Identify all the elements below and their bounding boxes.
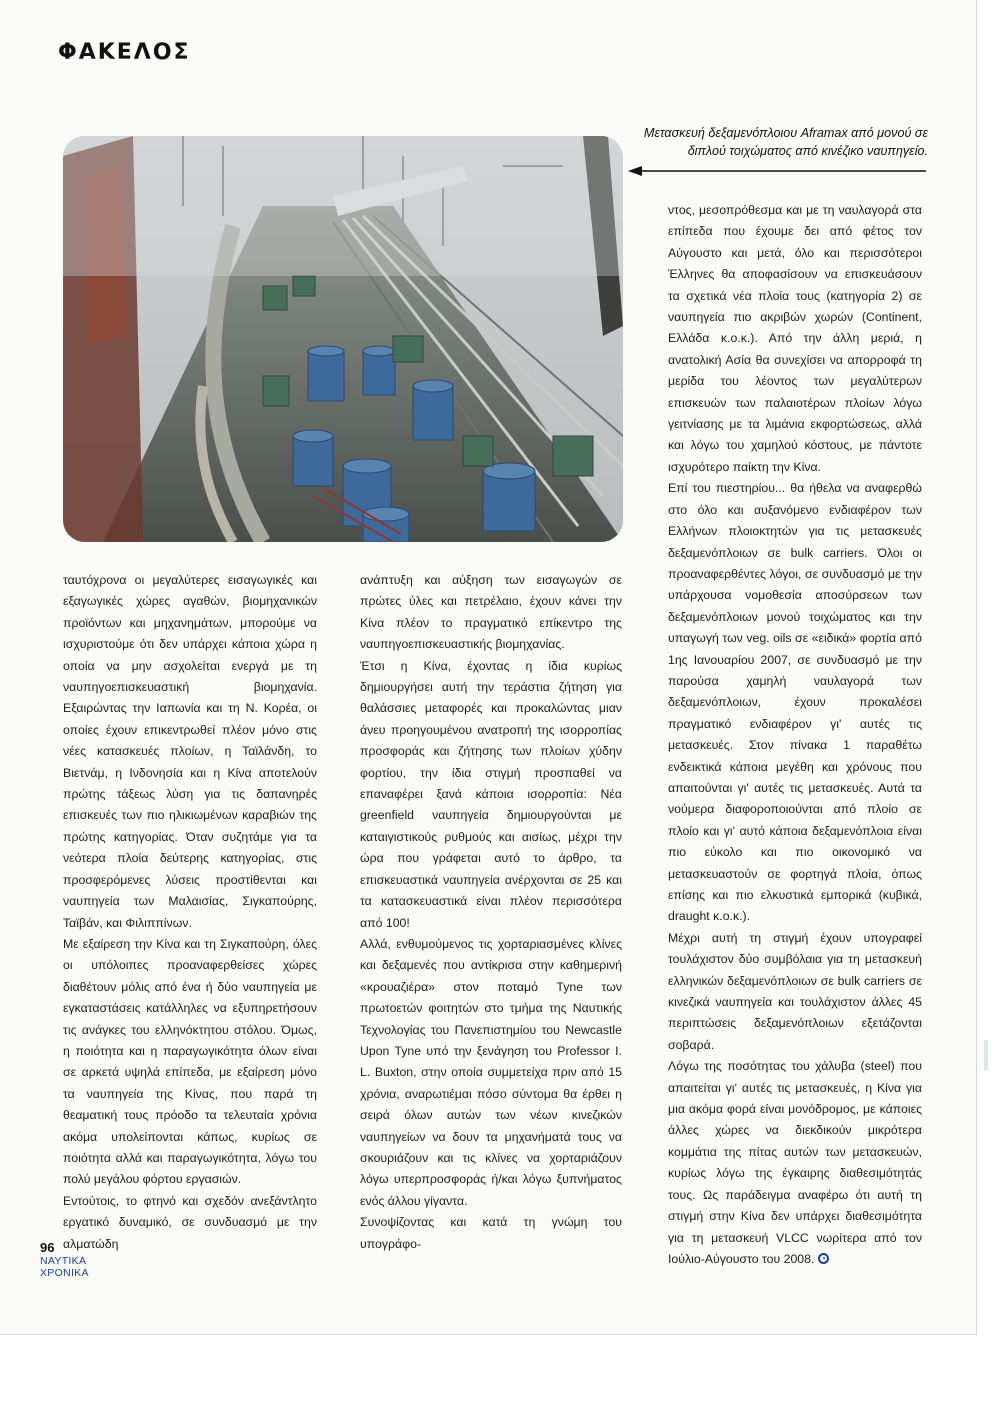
- text-column-2: [360, 570, 622, 1255]
- paragraph: ταυτόχρονα οι μεγαλύτερες εισαγωγικές και εξαγωγικές χώρες αγαθών, βιομηχανικών προϊόντων και μηχανημάτων, μπορούμε να ισχυριστούμε ότι δεν υπάρχει κάποια χώρα η οποία να μην ασχολείται ενεργά με τη ναυπηγοεπισκευαστική βιομηχανία. Εξαιρώντας την Ιαπωνία και τη Ν. Κορέα, οι οποίες έχουν επικεντρωθεί πλέον μόνο στις νέες κατασκευές πλοίων, η Ταϊλάνδη, το Βιετνάμ, η Ινδονησία και η Κίνα αποτελούν πρώτης τάξεως λύση για τις δαπανηρές επισκευές των πιο ηλικιωμένων καραβιών της πρώτης κατηγορίας. Όταν συζητάμε για τα νεότερα πλοία δεύτερης κατηγορίας, στις προσφερόμενες λύσεις προστίθενται και ναυπηγεία των Μαλαισίας, Σιγκαπούρης, Ταϊβάν, και Φιλιππίνων.: [63, 573, 317, 930]
- magazine-name-line-1: ΝΑΥΤΙΚΑ: [40, 1255, 87, 1267]
- paragraph: Αλλά, ενθυμούμενος τις χορταριασμένες κλίνες και δεξαμενές που αντίκρισα στην καθημερινή «κρουαζιέρα» στον ποταμό Tyne των πρωτοετών φοιτητών στο τμήμα της Ναυτικής Τεχνολογίας του Πανεπιστημίου του Newcastle Upon Tyne υπό την ξενάγηση του Professor I. L. Buxton, στην οποία συμμετείχα πριν από 15 χρόνια, αναρωτιέμαι πόσο σύντομα θα έρθει η σειρά όλων αυτών των νέων κινεζικών ναυπηγείων να δουν τα μηχανήματά τους να σκουριάζουν και τις κλίνες να χορταριάζουν λόγω υπερπροσφοράς ή/και λόγω ξυπνήματος ενός άλλου γίγαντα.: [360, 936, 622, 1208]
- text-column-1: [63, 570, 317, 1255]
- paragraph: ανάπτυξη και αύξηση των εισαγωγών σε πρώτες ύλες και πετρέλαιο, έχουν κάνει την Κίνα πλέον το πραγματικό επίκεντρο της ναυπηγοεπισκευαστικής βιομηχανίας.: [360, 573, 622, 652]
- section-title: ΦΑΚΕΛΟΣ: [58, 40, 191, 65]
- paragraph: [668, 1056, 922, 1270]
- page-number: 96: [40, 1240, 55, 1255]
- magazine-name-line-2: ΧΡΟΝΙΚΑ: [40, 1267, 89, 1279]
- paragraph: Έτσι η Κίνα, έχοντας η ίδια κυρίως δημιουργήσει αυτή την τεράστια ζήτηση για θαλάσσιες μεταφορές και προκαλώντας μιαν άνευ προηγουμένου ανατροπή της ισορροπίας προσφοράς και ζήτησης των πλοίων χύδην φορτίου, την ίδια στιγμή προσπαθεί να επαναφέρει ξανά κάποια ισορροπία: Νέα greenfield ναυπηγεία δημιουργούνται με καταιγιστικούς ρυθμούς και αισίως, μέχρι την ώρα που γράφεται αυτό το άρθρο, τα επισκευαστικά ναυπηγεία ανέρχονται σε 25 και τα κατασκευαστικά είναι πλέον περισσότερα από 100!: [360, 658, 622, 930]
- paragraph: Εντούτοις, το φτηνό και σχεδόν ανεξάντλητο εργατικό δυναμικό, σε συνδυασμό με την αλματώδη: [63, 1193, 317, 1251]
- page-folio: [40, 1240, 100, 1279]
- paragraph: Με εξαίρεση την Κίνα και τη Σιγκαπούρη, όλες οι υπόλοιπες προαναφερθείσες χώρες διαθέτουν μόλις από ένα ή δύο ναυπηγεία με εγκαταστάσεις κατάλληλες να εξυπηρετήσουν τις ανάγκες του ελληνόκτητου στόλου. Όμως, η ποιότητα και η παραγωγικότητα όλων είναι σε αρκετά υψηλά επίπεδα, με εξαίρεση μόνο τα ναυπηγεία της Κίνας, που παρά τη θεαματική τους πρόοδο τα τελευταία χρόνια ακόμα υπολείπονται κάπως, κυρίως σε ποιότητα αλλά και παραγωγικότητα, λόγω του πολύ μεγάλου φόρτου εργασιών.: [63, 936, 317, 1187]
- scan-edge-mark: [984, 1040, 988, 1070]
- paragraph: Συνοψίζοντας και κατά τη γνώμη του υπογράφο-: [360, 1215, 622, 1251]
- text-column-3: [668, 200, 922, 1270]
- paragraph: ντος, μεσοπρόθεσμα και με τη ναυλαγορά στα επίπεδα που έχουμε δει από φέτος τον Αύγουστο και μετά, όλο και περισσότεροι Έλληνες θα αποφασίσουν να επισκευάσουν τα σχετικά νέα πλοία τους (κατηγορία 2) σε ναυπηγεία πιο ακριβών χωρών (Continent, Ελλάδα κ.ο.κ.). Από την άλλη μεριά, η ανατολική Ασία θα συνεχίσει να απορροφά τη μερίδα του λέοντος των μεγαλύτερων επισκευών των παλαιοτέρων πλοίων λόγω γειτνίασης με τα λιμάνια εκφορτώσεως, αλλά και λόγω του χαμηλού κόστους, με πάντοτε ισχυρότερο παίκτη την Κίνα.: [668, 203, 922, 474]
- paragraph-text: Λόγω της ποσότητας του χάλυβα (steel) που απαιτείται γι' αυτές τις μετασκευές, η Κίνα για μια ακόμα φορά είναι μονόδρομος, με κάποιες άλλες χώρες να διεκδικούν μικρότερα κομμάτια της πίτας αυτών των μετασκευών, κυρίως λόγω της έγκαιρης διαθεσιμότητάς τους. Ως παράδειγμα αναφέρω ότι αυτή τη στιγμή στην Κίνα δεν υπάρχει διαθεσιμότητα για τη μετασκευή VLCC νωρίτερα από τον Ιούλιο-Αύγουστο του 2008.: [668, 1059, 922, 1266]
- paragraph: Επί του πιεστηρίου... θα ήθελα να αναφερθώ στο όλο και αυξανόμενο ενδιαφέρον των Ελλήνων πλοιοκτητών για τις μετασκευές δεξαμενόπλοιων σε bulk carriers. Όλοι οι προαναφερθέντες λόγοι, σε συνδυασμό με την υπάρχουσα νομοθεσία αποσύρσεων των δεξαμενόπλοιων μονού τοιχώματος και την υπαγωγή των veg. oils σε «ειδικά» φορτία από 1ης Ιανουαρίου 2007, σε συνδυασμό με την παρούσα χαμηλή ναυλαγορά των δεξαμενόπλοιων, έχουν προκαλέσει πραγματικό ενδιαφέρον γι' αυτές τις μετασκευές. Στον πίνακα 1 παραθέτω ενδεικτικά κάποια μεγέθη και χρόνους που απαιτούνται γι' αυτές τις μετασκευές. Αυτά τα νούμερα διαφοροποιούνται από πλοίο σε πλοίο και γι' αυτό κάποια δεξαμενόπλοια είναι πιο εύκολο και πιο οικονομικό να μετασκευαστούν σε φορτηγά πλοία, όπως επίσης και πιο ελκυστικά εμπορικά (κυβικά, draught κ.ο.κ.).: [668, 481, 922, 924]
- paragraph: Μέχρι αυτή τη στιγμή έχουν υπογραφεί τουλάχιστον δύο συμβόλαια για τη μετασκευή ελληνικών δεξαμενόπλοιων σε bulk carriers σε κινεζικά ναυπηγεία και τουλάχιστον άλλες 45 περιπτώσεις δεξαμενόπλοιων εξετάζονται σοβαρά.: [668, 930, 922, 1052]
- photo-caption: Μετασκευή δεξαμενόπλοιου Aframax από μονού σε διπλού τοιχώματος από κινέζικο ναυπηγείο.: [643, 126, 928, 158]
- tanker-deck-photo: [63, 136, 623, 542]
- tanker-deck-illustration: [63, 136, 623, 542]
- article-end-icon: [818, 1253, 829, 1264]
- caption-arrow-icon: [628, 162, 926, 180]
